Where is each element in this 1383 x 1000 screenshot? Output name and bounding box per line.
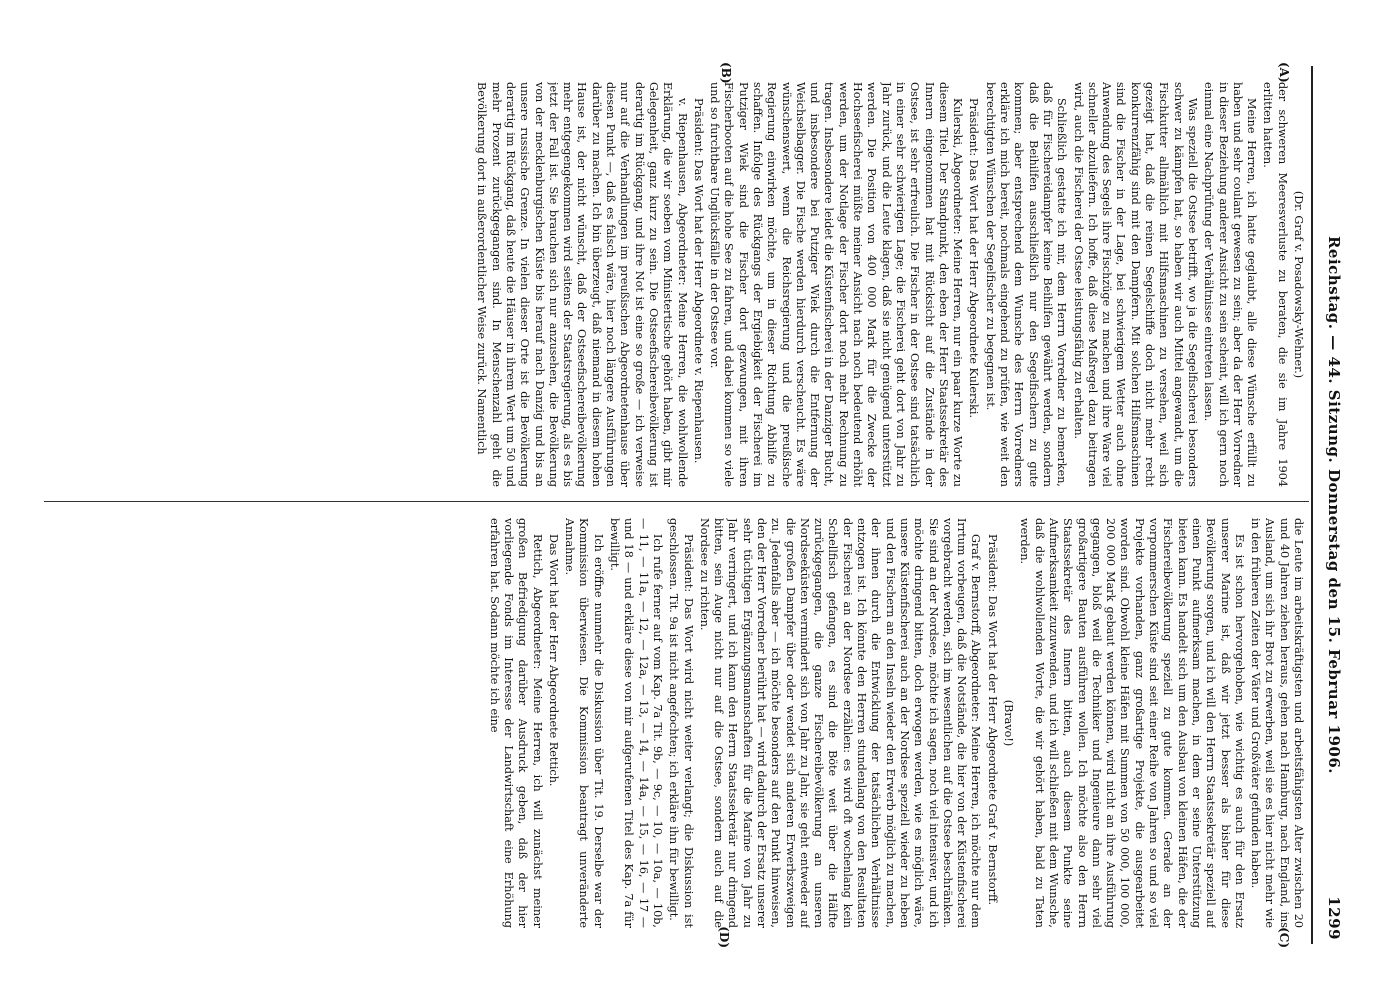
- header-title: Reichstag. — 44. Sitzung. Donnerstag den 15. Februar 1906.: [1325, 235, 1343, 775]
- paragraph: Es ist schon hervorgehoben, wie wichtig es auch für den Ersatz unserer Marine ist, daß wir jetzt besser als bisher für diese Bevölkerung sorgen, und ich will den Herrn Staatssekretär speziell auf einen Punkt aufmerksam machen, in dem er seine Unterstützung bieten kann. Es handelt sich um den Ausbau von kleinen Häfen, die der Fischereibevölkerung speziell zu gute kommen. Gerade an der vorpommerschen Küste sind seit einer Reihe von Jahren so und so viel Projekte vorhanden, ganz großartige Projekte, die ausgearbeitet worden sind. Obwohl kleine Häfen mit Summen von 50 000, 100 000, 200 000 Mark gebaut werden können, wird nicht an ihre Ausführung gegangen, bloß weil die Techniker und Ingenieure dann sehr viel großartigere Bauten ausführen wollen. Ich möchte also den Herrn Staatssekretär des Innern bitten, auch diesem Punkte seine Aufmerksamkeit zuzuwenden, und ich will schließen mit dem Wunsche, daß die wohlwollenden Worte, die wir gehört haben, bald zu Taten werden.: [1018, 518, 1246, 928]
- margin-marker-b: (B): [719, 62, 733, 84]
- paragraph: der schweren Meeresverluste zu beraten, die sie im Jahre 1904 erlitten hatten.: [1261, 82, 1289, 487]
- paragraph: Schließlich gestatte ich mir, dem Herrn Vorredner zu bemerken, daß für Fischereidampfer keine Beihilfen gewährt werden, sondern daß die Beihilfen ausschließlich nur den Segelfischern zu gute kommen; aber entsprechend dem Wunsche des Herrn Vorredners erkläre ich mich bereit, nochmals eingehend zu prüfen, wie weit den berechtigten Wünschen der Segelfischer zu begegnen ist.: [983, 82, 1069, 487]
- applause-note: (Bravo!): [1002, 699, 1016, 747]
- paragraph: Das Wort hat der Herr Abgeordnete Rettich.: [546, 534, 560, 787]
- president-statement: Präsident: Das Wort hat der Herr Abgeordnete Kulerski.: [967, 98, 981, 419]
- speaker-header: (Dr. Graf v. Posadowsky-Wehner.): [1292, 190, 1305, 379]
- president-statement: Präsident: Das Wort wird nicht weiter verlangt; die Diskussion ist geschlossen. Tit. 9a ist nicht angefochten; ich erkläre ihn für bewilligt.: [667, 518, 695, 928]
- speech-rettich: Rettich, Abgeordneter: Meine Herren, ich will zunächst meiner großen Befriedigung darüber Ausdruck geben, daß der hier vorliegende Fonds im Interesse der Landwirtschaft eine Erhöhung erfahren hat. Sodann möchte ich eine: [487, 518, 544, 928]
- page-number: 1299: [1325, 896, 1343, 940]
- margin-marker-a: (A): [1277, 62, 1291, 83]
- paragraph: Was speziell die Ostsee betrifft, wo ja die Segelfischerei besonders schwer zu kämpfen hat, so haben wir auch Mittel angewandt, um die Fischkutter allmählich mit Hilfsmaschinen zu versehen, weil sich gezeigt hat, daß die reinen Segelschiffe doch nicht mehr recht konkurrenzfähig sind mit den Dampfern. Mit solchen Hilfsmaschinen sind die Fischer in der Lage, bei schwierigem Wetter auch ohne Anwendung des Segels ihre Fischzüge zu machen und ihre Ware viel schneller abzuliefern. Ich hoffe, daß diese Maßregel dazu beitragen wird, auch die Fischerei der Ostsee leistungsfähig zu erhalten.: [1071, 82, 1199, 487]
- speech-riepenhausen: v. Riepenhausen, Abgeordneter: Meine Herren, die wohlwollende Erklärung, die wir soeben vom Ministertische gehört haben, gibt mir Gelegenheit, ganz kurz zu sein. Die Ostseefischereibevölkerung ist derartig im Rückgang, und ihre Not ist eine so große — ich verweise nur auf die Verhandlungen im preußischen Abgeordnetenhause über diesen Punkt —, daß es falsch wäre, hier noch längere Ausführungen darüber zu machen. Ich bin überzeugt, daß niemand in diesem hohen Hause ist, der nicht wünscht, daß der Ostseefischereibevölkerung mehr entgegengekommen wird seitens der Staatsregierung, als es bis jetzt der Fall ist. Sie brauchen sich nur anzusehen, die Bevölkerung von der mecklenburgischen Küste bis herauf nach Danzig und bis an unsere russische Grenze. In vielen dieser Orte ist die Bevölkerung derartig im Rückgang, daß heute die Häuser in ihrem Wert um 50 und mehr Prozent zurückgegangen sind. In Menschenzahl geht die Bevölkerung dort in außerordentlicher Weise zurück. Namentlich: [475, 82, 689, 487]
- margin-marker-d: (D): [717, 926, 731, 948]
- paragraph: die Leute im arbeitskräftigsten und arbeitsfähigsten Alter zwischen 20 und 40 Jahren ziehen heraus, gehen nach Hamburg, nach England, ins Ausland, um sich ihr Brot zu erwerben, weil sie es hier nicht mehr wie in den früheren Zeiten der Väter und Großväter gefunden haben.: [1249, 518, 1305, 928]
- president-statement: Präsident: Das Wort hat der Herr Abgeordnete Graf v. Bernstorff.: [985, 534, 999, 906]
- column-divider: [44, 501, 1309, 502]
- right-column: [40, 518, 1305, 928]
- speech-bernstorff: Graf v. Bernstorff, Abgeordneter: Meine Herren, ich möchte nur dem Irrtum vorbeugen, daß die Notstände, die hier von der Küstenfischerei vorgebracht werden, sich im wesentlichen auf die Ostsee beschränken. Sie sind an der Nordsee, möchte ich sagen, noch viel intensiver, und ich möchte dringend bitten, doch erwogen werden, wie es möglich wäre, unsere Küstenfischerei auch an der Nordsee speziell wieder zu heben und den Fischern an den Inseln wieder den Erwerb möglich zu machen, der ihnen durch die Entwicklung der tatsächlichen Verhältnisse entzogen ist. Ich könnte den Herren stundenlang von den Resultaten der Fischerei an der Nordsee erzählen: es wird oft wochenlang kein Schellfisch gefangen, es sind die Böte weit über die Hälfte zurückgegangen, die ganze Fischereibevölkerung an unseren Nordseeküsten vermindert sich von Jahr zu Jahr, sie geht entweder auf die großen Dampfer über oder wendet sich anderen Erwerbszweigen zu. Jedenfalls aber — ich möchte besonders auf den Punkt hinweisen, den der Herr Vorredner berührt hat — wird dadurch der Ersatz unserer sehr tüchtigen Ergänzungsmannschaften für die Marine von Jahr zu Jahr verringert, und ich kann den Herrn Staatssekretär nur dringend bitten, sein Auge nicht nur auf die Ostsee, sondern auch auf die Nordsee zu richten.: [697, 518, 983, 928]
- margin-marker-c: (C): [1277, 927, 1291, 948]
- president-statement: Präsident: Das Wort hat der Herr Abgeordnete v. Riepenhausen.: [691, 98, 705, 464]
- paragraph: Meine Herren, ich hatte geglaubt, alle diese Wünsche erfüllt zu haben und sehr coulant gewesen zu sein; aber da der Herr Vorredner in dieser Beziehung anderer Ansicht zu sein scheint, will ich gern noch einmal eine Nachprüfung der Verhältnisse eintreten lassen.: [1202, 82, 1259, 487]
- speech-kulerski: Kulerski, Abgeordneter: Meine Herren, nur ein paar kurze Worte zu diesem Titel. Der Standpunkt, den eben der Herr Staatssekretär des Innern eingenommen hat mit Rücksicht auf die Zustände in der Ostsee, ist sehr erfreulich. Die Fischer in der Ostsee sind tatsächlich in einer sehr schwierigen Lage; die Fischerei geht dort von Jahr zu Jahr zurück, und die Leute klagen, daß sie nicht genügend unterstützt werden. Die Position von 400 000 Mark für die Zwecke der Hochseefischerei müßte meiner Ansicht nach noch bedeutend erhöht werden, um der Notlage der Fischer dort noch mehr Rechnung zu tragen. Insbesondere leidet die Küstenfischerei in der Danziger Bucht, und insbesondere bei Putziger Wiek durch die Entfernung der Weichselbagger. Die Fische werden hierdurch verscheucht. Es wäre wünschenswert, wenn die Reichsregierung und die preußische Regierung einwirken möchte, um in dieser Richtung Abhilfe zu schaffen. Infolge des Rückgangs der Ergiebigkeit der Fischerei im Putziger Wiek sind die Fischer dort gezwungen, mit ihren Fischerbooten auf die hohe See zu fahren, und dabei kommen so viele und so furchtbare Unglücksfälle in der Ostsee vor.: [708, 82, 965, 487]
- page-header: [1317, 70, 1343, 940]
- left-column: [40, 82, 1305, 487]
- paragraph: Ich eröffne nunmehr die Diskussion über Tit. 19. Derselbe war der Kommission überwiesen. Die Kommission beantragt unveränderte Annahme.: [563, 518, 605, 928]
- paragraph: Ich rufe ferner auf vom Kap. 7a Tit. 9b, — 9c, — 10, — 10a, — 10b, — 11, — 11a, — 12, — 12a, — 13, — 14, — 14a, — 15, — 16, — 17 — und 18 — und erkläre diese von mir aufgerufenen Titel des Kap. 7a für bewilligt.: [608, 518, 664, 928]
- header-rule: [1311, 66, 1313, 944]
